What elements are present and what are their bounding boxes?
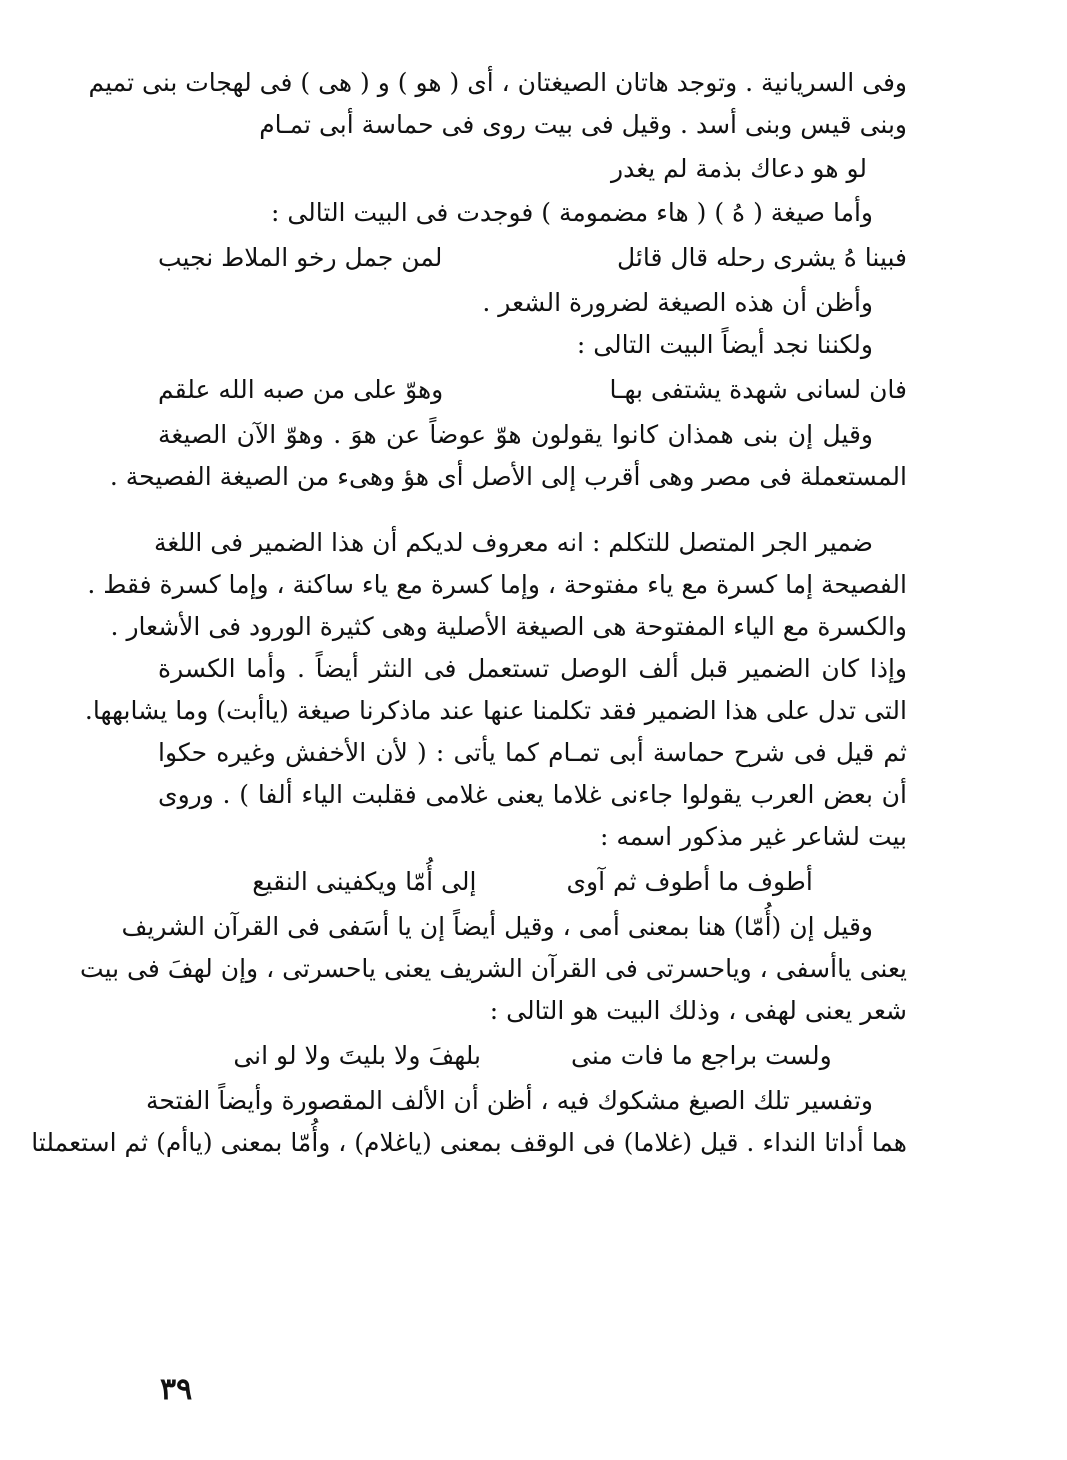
verse-second-hemistich: وهوّ على من صبه الله علقم: [158, 375, 444, 404]
verse-second-hemistich: بلهفَ ولا بليتَ ولا لو انى: [233, 1041, 481, 1070]
text-line: هما أداتا النداء . قيل (غلاما) فى الوقف بمعنى (ياغلام) ، وأُمّا بمعنى (ياأم) ثم استعملتا: [31, 1128, 907, 1157]
text-line: المستعملة فى مصر وهى أقرب إلى الأصل أى هؤ وهىء من الصيغة الفصيحة .: [109, 462, 907, 491]
text-line: ثم قيل فى شرح حماسة أبى تمـام كما يأتى : ( لأن الأخفش وغيره حكوا: [158, 738, 907, 767]
text-line: والكسرة مع الياء المفتوحة هى الصيغة الأصلية وهى كثيرة الورود فى الأشعار .: [110, 612, 907, 641]
poem-verse: [158, 366, 907, 414]
text-line: وبنى قيس وبنى أسد . وقيل فى بيت روى فى حماسة أبى تمـام: [259, 110, 907, 139]
verse-first-hemistich: ولست براجع ما فات منى: [570, 1041, 832, 1070]
page-number: ٣٩: [160, 1372, 193, 1407]
text-line: وأما صيغة ( هُ ) ( هاء مضمومة ) فوجدت فى البيت التالى :: [270, 198, 873, 227]
text-line: وإذا كان الضمير قبل ألف الوصل تستعمل فى النثر أيضاً . وأما الكسرة: [158, 654, 907, 683]
text-line: وقيل إن (أُمّا) هنا بمعنى أمى ، وقيل أيضاً إن يا أسَفى فى القرآن الشريف: [121, 912, 873, 941]
verse-first-hemistich: فان لسانى شهدة يشتفى بهـا: [609, 375, 907, 404]
text-line: يعنى ياأسفى ، وياحسرتى فى القرآن الشريف يعنى ياحسرتى ، وإن لهفَ فى بيت: [80, 954, 907, 983]
section-gap: [158, 498, 907, 522]
verse-second-hemistich: إلى أُمّا ويكفينى النقيع: [252, 867, 477, 896]
text-line: وتفسير تلك الصيغ مشكوك فيه ، أظن أن الألف المقصورة وأيضاً الفتحة: [146, 1086, 873, 1115]
poem-verse: [158, 234, 907, 282]
text-line: التى تدل على هذا الضمير فقد تكلمنا عنها عند ماذكرنا صيغة (ياأبت) وما يشابهها.: [84, 696, 907, 725]
text-line: أن بعض العرب يقولوا جاءنى غلاما يعنى غلامى فقلبت الياء ألفا ) . وروى: [158, 780, 907, 809]
text-line: وقيل إن بنى همذان كانوا يقولون هوّ عوضاً عن هوَ . وهوّ الآن الصيغة: [158, 420, 873, 449]
poem-verse: [158, 858, 907, 906]
text-line: ولكننا نجد أيضاً البيت التالى :: [576, 330, 873, 359]
text-body: [31, 62, 907, 1164]
text-line: وأظن أن هذه الصيغة لضرورة الشعر .: [482, 288, 873, 317]
text-line: بيت لشاعر غير مذكور اسمه :: [599, 822, 907, 851]
text-line: الفصيحة إما كسرة مع ياء مفتوحة ، وإما كسرة مع ياء ساكنة ، وإما كسرة فقط .: [87, 570, 907, 599]
text-line: ضمير الجر المتصل للتكلم : انه معروف لديكم أن هذا الضمير فى اللغة: [154, 528, 873, 557]
text-line: شعر يعنى لهفى ، وذلك البيت هو التالى :: [489, 996, 907, 1025]
verse-first-hemistich: فبينا هُ يشرى رحله قال قائل: [616, 243, 907, 272]
poem-verse: [158, 1032, 907, 1080]
text-line: وفى السريانية . وتوجد هاتان الصيغتان ، أى ( هو ) و ( هى ) فى لهجات بنى تميم: [88, 68, 907, 97]
poem-hemistich-line: لو هو دعاك بذمة لم يغدر: [611, 154, 867, 183]
verse-first-hemistich: أطوف ما أطوف ثم آوى: [566, 867, 813, 896]
verse-second-hemistich: لمن جمل رخو الملاط نجيب: [158, 243, 443, 272]
